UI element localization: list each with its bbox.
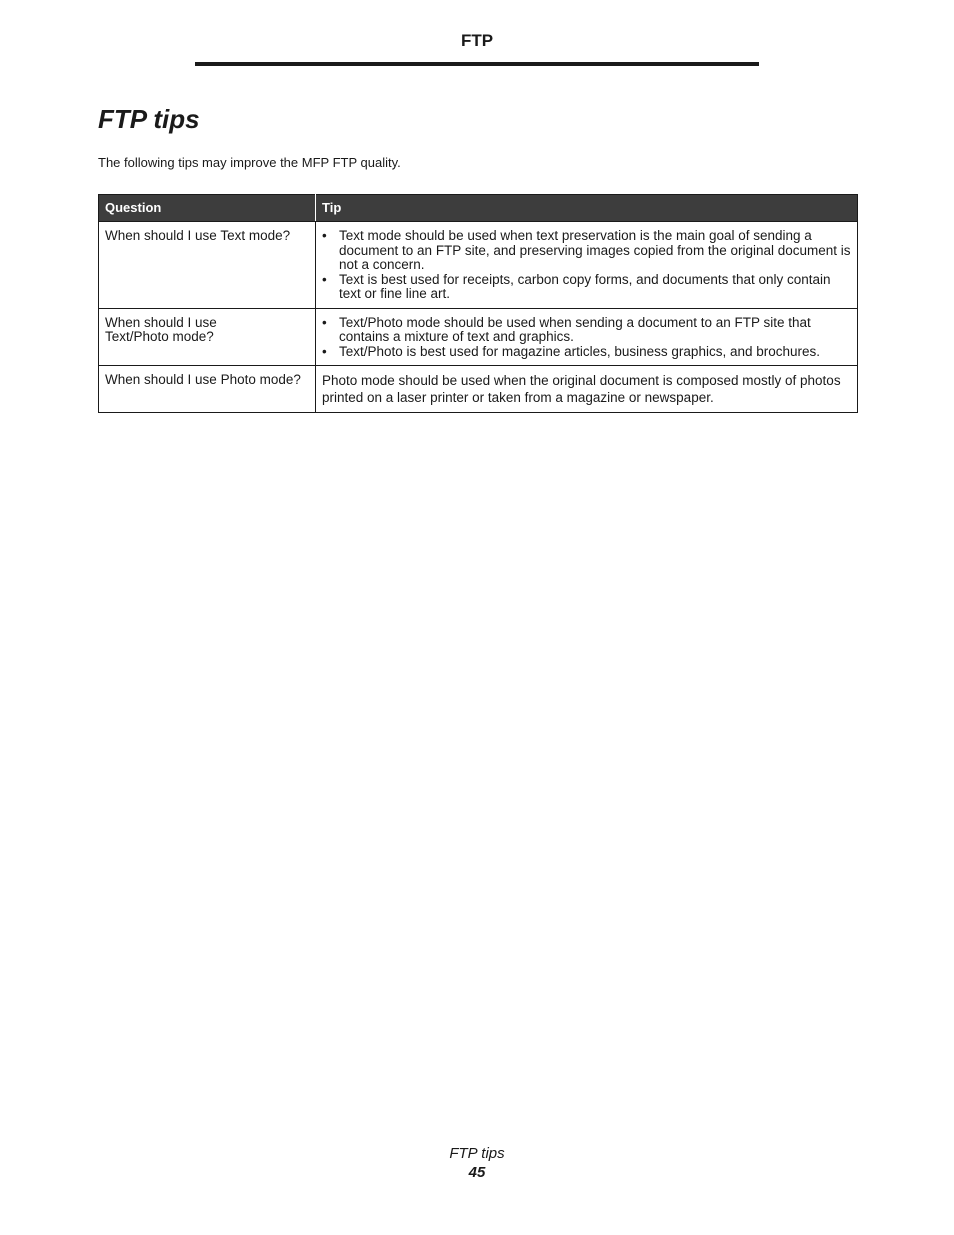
table-header-row	[99, 195, 858, 222]
tip-cell: Photo mode should be used when the original document is composed mostly of photos printed on a laser printer or taken from a magazine or newspaper.	[316, 366, 858, 413]
list-item	[322, 316, 851, 345]
table-row	[99, 366, 858, 413]
tip-cell	[316, 308, 858, 366]
tip-text: Text/Photo is best used for magazine articles, business graphics, and brochures.	[339, 343, 821, 359]
tip-text: Text mode should be used when text preservation is the main goal of sending a document to an FTP site, and preserving images copied from the original document is not a concern.	[339, 228, 851, 272]
table-row	[99, 308, 858, 366]
column-header-question: Question	[99, 195, 316, 222]
bullet-marker: •	[322, 228, 327, 243]
bullet-marker: •	[322, 343, 327, 359]
bullet-marker: •	[322, 314, 327, 330]
running-header: FTP	[460, 31, 494, 50]
question-cell: When should I use Text mode?	[99, 222, 316, 309]
question-cell: When should I use Photo mode?	[99, 366, 316, 413]
tips-table	[98, 194, 858, 413]
list-item	[322, 273, 851, 302]
question-cell	[99, 308, 316, 366]
tip-cell	[316, 222, 858, 309]
question-text: When should I use Text/Photo mode?	[105, 314, 217, 344]
list-item	[322, 229, 851, 273]
table-row	[99, 222, 858, 309]
tip-list	[322, 316, 851, 360]
page-title: FTP tips	[98, 104, 200, 134]
footer-title: FTP tips	[449, 1145, 505, 1162]
column-header-tip: Tip	[316, 195, 858, 222]
tip-text: Text is best used for receipts, carbon copy forms, and documents that only contain text or fine line art.	[339, 271, 831, 301]
bullet-marker: •	[322, 271, 327, 287]
header-rule	[195, 62, 759, 66]
tip-text: Text/Photo mode should be used when sending a document to an FTP site that contains a mixture of text and graphics.	[339, 314, 811, 344]
page-number: 45	[468, 1164, 486, 1181]
tip-list	[322, 229, 851, 302]
list-item	[322, 345, 851, 360]
intro-paragraph: The following tips may improve the MFP FTP quality.	[98, 155, 401, 170]
